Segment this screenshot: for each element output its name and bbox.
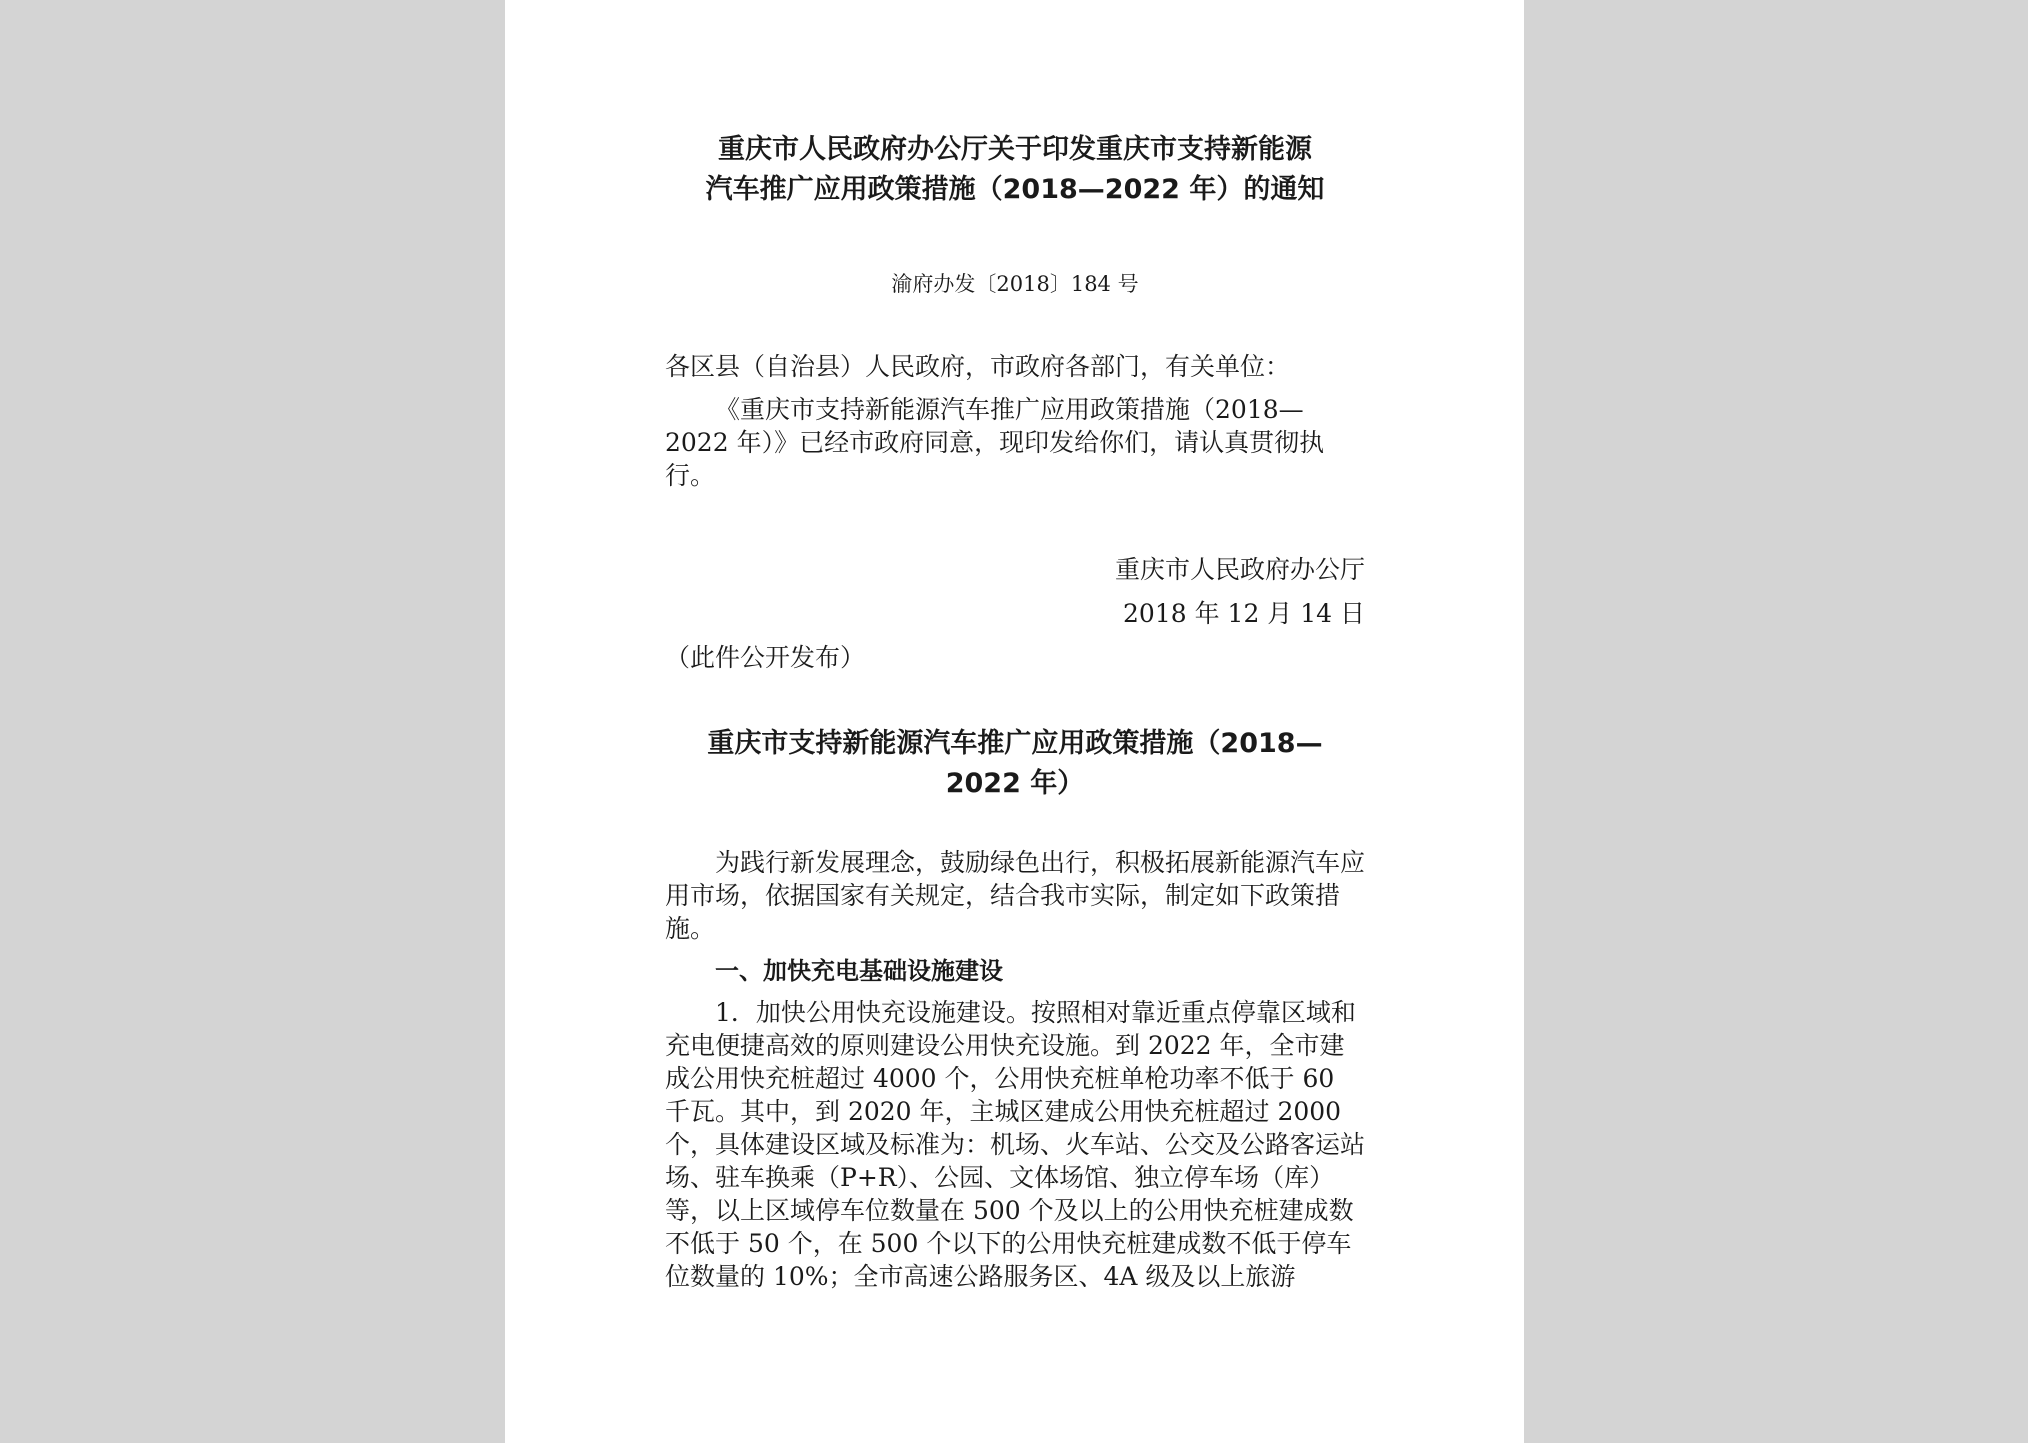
policy-title <box>665 724 1365 804</box>
document-title <box>665 130 1365 210</box>
document-number: 渝府办发〔2018〕184 号 <box>891 272 1139 296</box>
issue-date: 2018 年 12 月 14 日 <box>1123 599 1365 628</box>
document-title-line-1: 重庆市人民政府办公厅关于印发重庆市支持新能源 <box>718 134 1312 165</box>
policy-title-line-1: 重庆市支持新能源汽车推广应用政策措施（2018— <box>707 728 1323 759</box>
intro-paragraph: 为践行新发展理念，鼓励绿色出行，积极拓展新能源汽车应用市场，依据国家有关规定，结合我市实际，制定如下政策措施。 <box>665 848 1366 943</box>
signatory: 重庆市人民政府办公厅 <box>1114 555 1365 584</box>
addressee: 各区县（自治县）人民政府，市政府各部门，有关单位： <box>665 352 1291 381</box>
section-heading: 一、加快充电基础设施建设 <box>715 957 1003 985</box>
item-paragraph: 1．加快公用快充设施建设。按照相对靠近重点停靠区域和充电便捷高效的原则建设公用快充设施。到 2022 年，全市建成公用快充桩超过 4000 个，公用快充桩单枪功率不低于 60 千瓦。其中，到 2020 年，主城区建成公用快充桩超过 2000 个，具体建设区域及标准为：机场、火车站、公交及公路客运站场、驻车换乘（P+R）、公园、文体场馆、独立停车场（库）等，以上区域停车位数量在 500 个及以上的公用快充桩建成数不低于 50 个，在 500 个以下的公用快充桩建成数不低于停车位数量的 10%；全市高速公路服务区、4A 级及以上旅游 <box>665 998 1366 1291</box>
notice-paragraph: 《重庆市支持新能源汽车推广应用政策措施（2018—2022 年）》已经市政府同意，现印发给你们，请认真贯彻执行。 <box>665 395 1325 490</box>
policy-title-line-2: 2022 年） <box>945 768 1085 799</box>
document-title-line-2: 汽车推广应用政策措施（2018—2022 年）的通知 <box>705 174 1325 205</box>
document-page <box>505 0 1524 1443</box>
public-release-note: （此件公开发布） <box>665 643 866 672</box>
